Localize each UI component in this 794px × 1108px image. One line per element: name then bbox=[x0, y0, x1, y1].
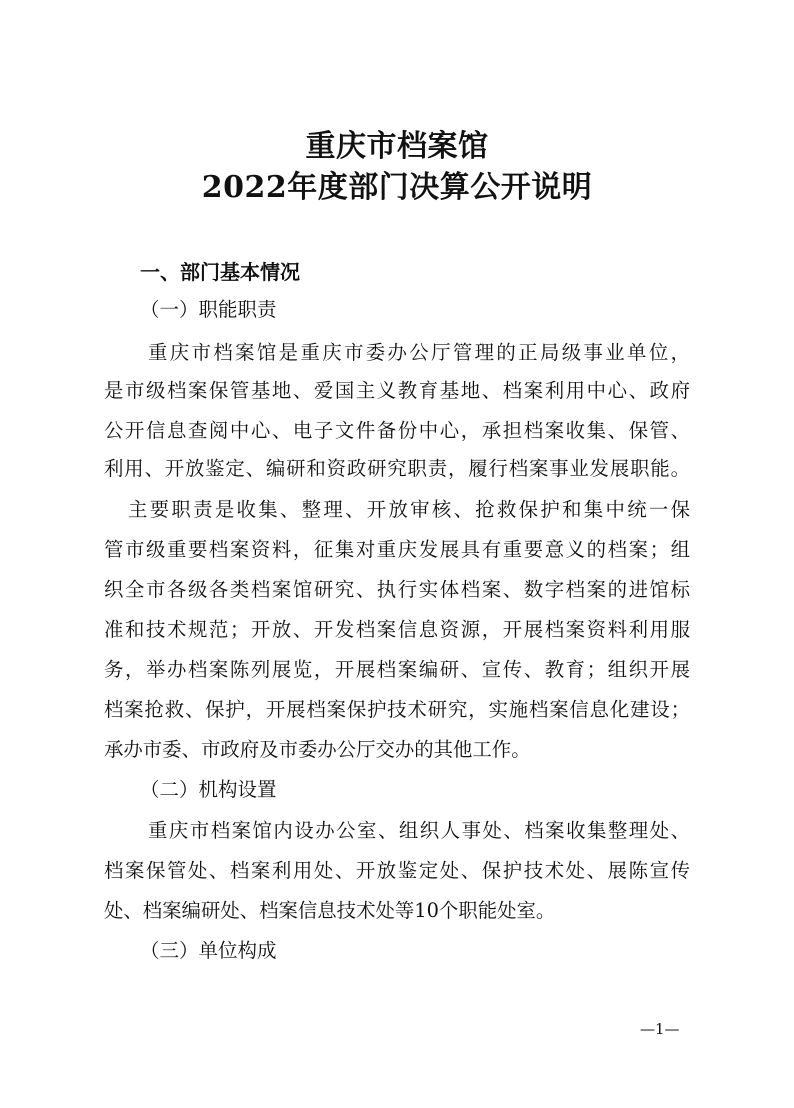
subsection-heading-units: （三）单位构成 bbox=[140, 939, 277, 962]
paragraph-line: 档案抢救、保护，开展档案保护技术研究，实施档案信息化建设； bbox=[104, 698, 690, 721]
paragraph-line: 利用、开放鉴定、编研和资政研究职责，履行档案事业发展职能。 bbox=[104, 457, 690, 480]
paragraph-line: 重庆市档案馆是重庆市委办公厅管理的正局级事业单位， bbox=[148, 341, 690, 364]
section-heading-basic-info: 一、部门基本情况 bbox=[140, 260, 300, 284]
paragraph-line: 准和技术规范；开放、开发档案信息资源，开展档案资料利用服 bbox=[104, 618, 690, 641]
paragraph-line: 公开信息查阅中心、电子文件备份中心，承担档案收集、保管、 bbox=[104, 419, 690, 442]
subsection-heading-organization: （二）机构设置 bbox=[140, 778, 277, 801]
page-number: —1— bbox=[640, 1020, 680, 1038]
paragraph-line: 档案保管处、档案利用处、开放鉴定处、保护技术处、展陈宣传 bbox=[104, 859, 690, 882]
paragraph-line: 主要职责是收集、整理、开放审核、抢救保护和集中统一保 bbox=[128, 498, 690, 521]
document-title-line2: 2022年度部门决算公开说明 bbox=[201, 170, 593, 205]
paragraph-line: 承办市委、市政府及市委办公厅交办的其他工作。 bbox=[104, 738, 531, 761]
document-title-line1: 重庆市档案馆 bbox=[305, 129, 489, 164]
paragraph-line: 是市级档案保管基地、爱国主义教育基地、档案利用中心、政府 bbox=[104, 379, 690, 402]
paragraph-line: 处、档案编研处、档案信息技术处等10个职能处室。 bbox=[104, 899, 556, 922]
paragraph-line: 织全市各级各类档案馆研究、执行实体档案、数字档案的进馆标 bbox=[104, 578, 690, 601]
subsection-heading-functions: （一）职能职责 bbox=[140, 298, 277, 321]
paragraph-line: 管市级重要档案资料，征集对重庆发展具有重要意义的档案；组 bbox=[104, 538, 690, 561]
paragraph-line: 务，举办档案陈列展览，开展档案编研、宣传、教育；组织开展 bbox=[104, 658, 690, 681]
paragraph-line: 重庆市档案馆内设办公室、组织人事处、档案收集整理处、 bbox=[148, 819, 690, 842]
